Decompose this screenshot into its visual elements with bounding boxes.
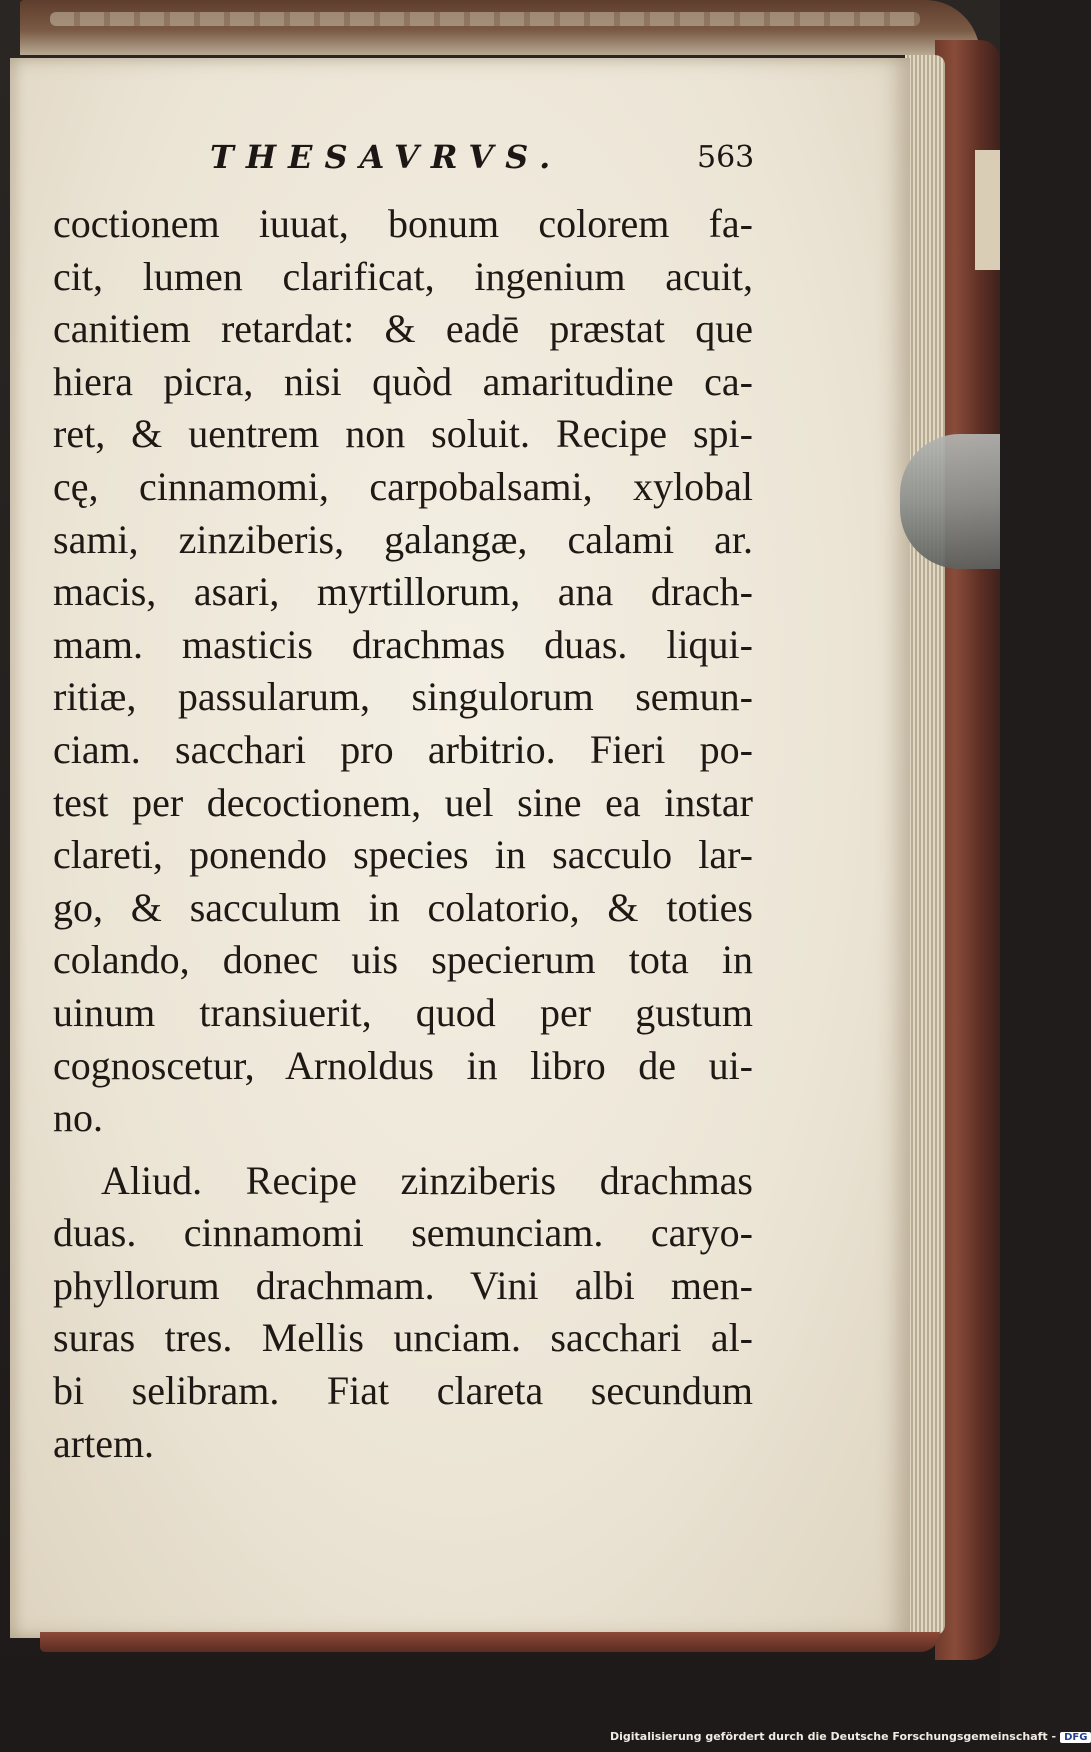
page-header bbox=[200, 138, 780, 188]
text-line: sami, zinziberis, galangæ, calami ar. bbox=[53, 516, 753, 562]
text-line: ritiæ, passularum, singulorum semun- bbox=[53, 674, 753, 720]
text-line: duas. cinnamomi semunciam. caryo- bbox=[53, 1210, 753, 1256]
text-line: ciam. sacchari pro arbitrio. Fieri po- bbox=[53, 726, 753, 772]
page-edges bbox=[905, 55, 945, 1635]
text-line: no. bbox=[53, 1095, 103, 1141]
credit-text: Digitalisierung gefördert durch die Deutsche Forschungsgemeinschaft - bbox=[610, 1730, 1057, 1743]
paragraph-2 bbox=[53, 1155, 753, 1471]
paragraph-gap bbox=[53, 1145, 753, 1155]
text-line: test per decoctionem, uel sine ea instar bbox=[53, 779, 753, 825]
page-number: 563 bbox=[697, 140, 755, 175]
spine-label-fragment bbox=[975, 150, 1000, 270]
text-line: Aliud. Recipe zinziberis drachmas bbox=[101, 1157, 753, 1203]
text-line: macis, asari, myrtillorum, ana drach- bbox=[53, 569, 753, 615]
text-block bbox=[53, 198, 753, 1470]
text-line: colando, donec uis specierum tota in bbox=[53, 937, 753, 983]
paragraph-1 bbox=[53, 198, 753, 1145]
text-line: clareti, ponendo species in sacculo lar- bbox=[53, 832, 753, 878]
text-line: ret, & uentrem non soluit. Recipe spi- bbox=[53, 411, 753, 457]
text-line: cognoscetur, Arnoldus in libro de ui- bbox=[53, 1042, 753, 1088]
text-line: cit, lumen clarificat, ingenium acuit, bbox=[53, 253, 753, 299]
text-line: cę, cinnamomi, carpobalsami, xylobal bbox=[53, 463, 753, 509]
book-bottom-edge bbox=[40, 1632, 940, 1652]
text-line: bi selibram. Fiat clareta secundum bbox=[53, 1368, 753, 1414]
text-line: phyllorum drachmam. Vini albi men- bbox=[53, 1262, 753, 1308]
text-line: hiera picra, nisi quòd amaritudine ca- bbox=[53, 358, 753, 404]
dfg-logo: DFG bbox=[1060, 1732, 1091, 1743]
digitization-credit bbox=[610, 1730, 1091, 1743]
text-line: mam. masticis drachmas duas. liqui- bbox=[53, 621, 753, 667]
text-line: suras tres. Mellis unciam. sacchari al- bbox=[53, 1315, 753, 1361]
page-clip bbox=[900, 434, 1000, 569]
text-line: uinum transiuerit, quod per gustum bbox=[53, 989, 753, 1035]
text-line: coctionem iuuat, bonum colorem fa- bbox=[53, 201, 753, 246]
text-line: go, & sacculum in colatorio, & toties bbox=[53, 884, 753, 930]
running-head: THESAVRVS. bbox=[210, 138, 563, 176]
book-top-edge bbox=[20, 0, 980, 55]
text-line: artem. bbox=[53, 1420, 155, 1466]
text-line: canitiem retardat: & eadē præstat que bbox=[53, 306, 753, 352]
